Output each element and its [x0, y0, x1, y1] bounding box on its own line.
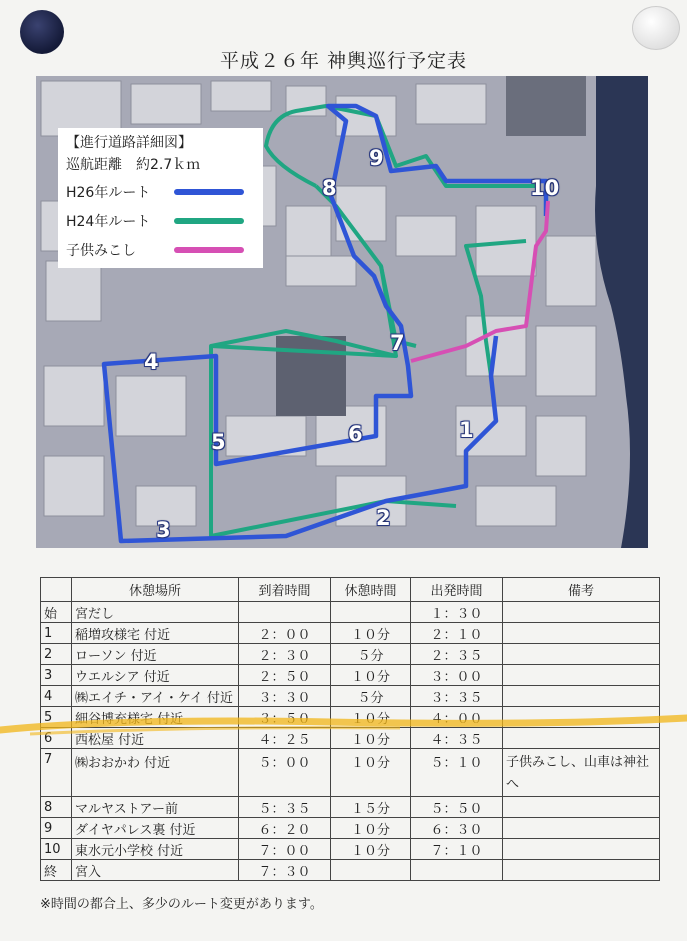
header-no: [41, 578, 72, 602]
row-arrive: ５：００: [239, 749, 331, 797]
route-map: [36, 76, 648, 548]
map-marker-4: 4: [144, 350, 159, 374]
row-rest: [331, 860, 411, 881]
table-row: [41, 644, 660, 665]
row-depart: ２：３５: [411, 644, 503, 665]
row-no: 6: [41, 728, 72, 749]
legend-distance: 巡航距離 約2.7ｋｍ: [66, 157, 201, 173]
row-no: 5: [41, 707, 72, 728]
table-header-row: [41, 578, 660, 602]
page-title: 平成２６年 神輿巡行予定表: [219, 50, 468, 72]
row-rest: １０分: [331, 818, 411, 839]
legend-row-h24: [66, 211, 256, 231]
footnote: ※時間の都合上、多少のルート変更があります。: [40, 897, 323, 912]
row-no: 終: [41, 860, 72, 881]
row-depart: ７：１０: [411, 839, 503, 860]
row-place: 西松屋 付近: [72, 728, 239, 749]
header-rest: 休憩時間: [331, 578, 411, 602]
row-depart: [411, 860, 503, 881]
map-marker-5: 5: [211, 430, 226, 454]
row-no: 9: [41, 818, 72, 839]
table-row: [41, 602, 660, 623]
row-rest: ５分: [331, 686, 411, 707]
row-rest: １５分: [331, 797, 411, 818]
row-rest: １０分: [331, 623, 411, 644]
row-note: [503, 623, 660, 644]
row-note: [503, 686, 660, 707]
row-place: ㈱おおかわ 付近: [72, 749, 239, 797]
legend-title: 【進行道路詳細図】: [66, 135, 192, 151]
row-place: ウエルシア 付近: [72, 665, 239, 686]
legend-swatch-h26: [174, 189, 244, 195]
row-place: 宮入: [72, 860, 239, 881]
schedule-table: [40, 577, 660, 881]
table-row: [41, 728, 660, 749]
row-no: 3: [41, 665, 72, 686]
row-place: 宮だし: [72, 602, 239, 623]
map-legend: [58, 128, 263, 268]
legend-row-kids: [66, 240, 256, 260]
row-arrive: [239, 602, 331, 623]
row-depart: ５：１０: [411, 749, 503, 797]
table-row: [41, 623, 660, 644]
legend-label-h24: H24年ルート: [66, 214, 151, 230]
table-row: [41, 749, 660, 797]
row-arrive: ７：００: [239, 839, 331, 860]
header-arrive: 到着時間: [239, 578, 331, 602]
row-arrive: ３：３０: [239, 686, 331, 707]
row-note: 子供みこし、山車は神社へ: [503, 749, 660, 797]
table-row: [41, 665, 660, 686]
table-row: [41, 860, 660, 881]
row-depart: ４：３５: [411, 728, 503, 749]
row-rest: ５分: [331, 644, 411, 665]
row-place: ダイヤパレス裏 付近: [72, 818, 239, 839]
row-arrive: ６：２０: [239, 818, 331, 839]
table-row: [41, 818, 660, 839]
row-place: ローソン 付近: [72, 644, 239, 665]
row-arrive: ５：３５: [239, 797, 331, 818]
map-marker-3: 3: [156, 518, 171, 542]
row-rest: １０分: [331, 707, 411, 728]
map-marker-1: 1: [459, 418, 474, 442]
legend-swatch-h24: [174, 218, 244, 224]
row-arrive: ７：３０: [239, 860, 331, 881]
row-no: 1: [41, 623, 72, 644]
row-no: 始: [41, 602, 72, 623]
row-no: 4: [41, 686, 72, 707]
table-row: [41, 839, 660, 860]
row-depart: ４：００: [411, 707, 503, 728]
table-row: [41, 686, 660, 707]
row-depart: １：３０: [411, 602, 503, 623]
row-place: 東水元小学校 付近: [72, 839, 239, 860]
map-marker-10: 10: [530, 176, 560, 200]
row-depart: ５：５０: [411, 797, 503, 818]
row-note: [503, 839, 660, 860]
row-depart: ３：３５: [411, 686, 503, 707]
row-arrive: ２：５０: [239, 665, 331, 686]
legend-row-h26: [66, 182, 256, 202]
row-arrive: ３：５０: [239, 707, 331, 728]
row-depart: ３：００: [411, 665, 503, 686]
legend-label-h26: H26年ルート: [66, 185, 151, 201]
row-rest: １０分: [331, 749, 411, 797]
row-depart: ６：３０: [411, 818, 503, 839]
thumbtack-white: [632, 6, 680, 50]
legend-swatch-kids: [174, 247, 244, 253]
row-note: [503, 860, 660, 881]
row-place: 稲増攻様宅 付近: [72, 623, 239, 644]
header-place: 休憩場所: [72, 578, 239, 602]
row-note: [503, 728, 660, 749]
header-note: 備考: [503, 578, 660, 602]
table-row: [41, 707, 660, 728]
row-arrive: ２：３０: [239, 644, 331, 665]
row-no: 7: [41, 749, 72, 797]
row-depart: ２：１０: [411, 623, 503, 644]
row-note: [503, 797, 660, 818]
map-marker-9: 9: [369, 146, 384, 170]
header-depart: 出発時間: [411, 578, 503, 602]
row-no: 10: [41, 839, 72, 860]
row-place: マルヤストアー前: [72, 797, 239, 818]
legend-label-kids: 子供みこし: [66, 243, 136, 259]
row-note: [503, 665, 660, 686]
row-note: [503, 644, 660, 665]
map-marker-6: 6: [348, 422, 363, 446]
row-rest: １０分: [331, 839, 411, 860]
row-note: [503, 602, 660, 623]
row-rest: １０分: [331, 728, 411, 749]
row-arrive: ２：００: [239, 623, 331, 644]
row-no: 2: [41, 644, 72, 665]
map-marker-2: 2: [376, 506, 391, 530]
row-rest: [331, 602, 411, 623]
table-row: [41, 797, 660, 818]
row-place: ㈱エイチ・アイ・ケイ 付近: [72, 686, 239, 707]
row-place: 細谷博充様宅 付近: [72, 707, 239, 728]
map-marker-7: 7: [390, 331, 405, 355]
row-note: [503, 707, 660, 728]
row-no: 8: [41, 797, 72, 818]
map-marker-8: 8: [322, 176, 337, 200]
row-arrive: ４：２５: [239, 728, 331, 749]
row-note: [503, 818, 660, 839]
row-rest: １０分: [331, 665, 411, 686]
